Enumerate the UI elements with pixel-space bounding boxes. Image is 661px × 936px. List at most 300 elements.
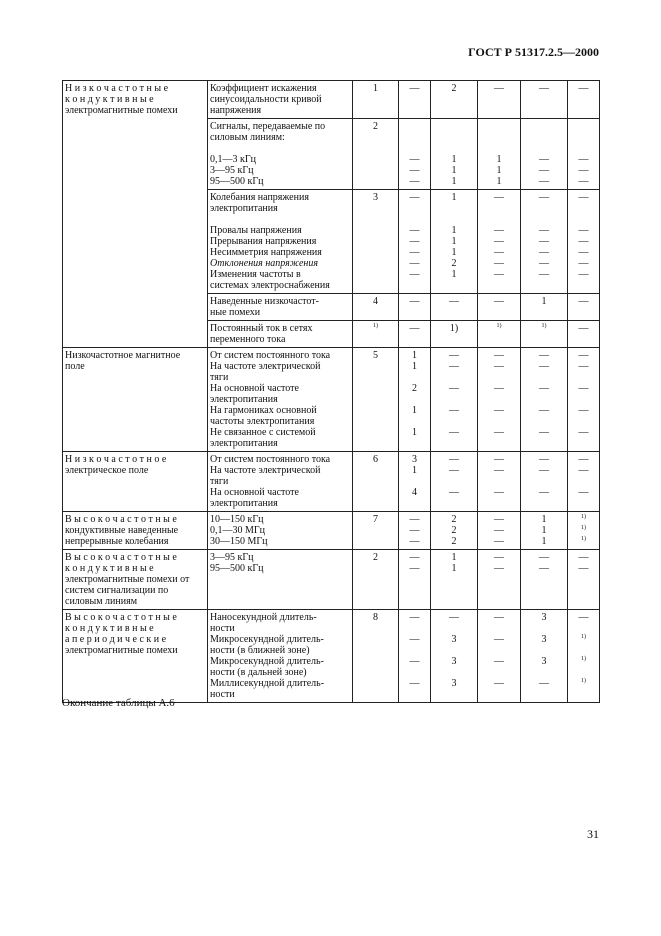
cell-value: — xyxy=(539,192,549,203)
characteristic-line: 95—500 кГц xyxy=(210,563,264,574)
footnote-ref: 1) xyxy=(581,514,586,520)
cell-value: — xyxy=(578,176,589,187)
cell-value: — xyxy=(494,225,504,236)
cell-value: — xyxy=(494,405,504,416)
cell-value xyxy=(355,143,396,154)
cell-value: — xyxy=(539,383,549,394)
cell-value: — xyxy=(494,678,504,689)
class-value-cell xyxy=(431,81,478,119)
cell-value: — xyxy=(449,427,459,438)
characteristic-line: Коэффициент искажения xyxy=(210,83,317,94)
cell-value: — xyxy=(578,612,589,623)
cell-value xyxy=(433,689,475,700)
table-number-cell xyxy=(353,119,399,190)
characteristic-line: Наносекундной длитель- xyxy=(210,612,317,623)
cell-value xyxy=(570,438,597,449)
cell-value: 1 xyxy=(496,165,502,176)
characteristic-line: На частоте электрической xyxy=(210,361,321,372)
cell-value: — xyxy=(539,563,549,574)
class-value-cell xyxy=(431,610,478,703)
cell-value: — xyxy=(539,225,549,236)
cell-value: 3 xyxy=(373,192,378,203)
characteristic-line: синусоидальности кривой xyxy=(210,94,322,105)
cell-value: 1 xyxy=(451,165,457,176)
characteristic-line: Отклонения напряжения xyxy=(210,258,319,269)
cell-value: — xyxy=(578,247,589,258)
cell-value xyxy=(480,476,518,487)
footnote-ref: 1) xyxy=(581,525,586,531)
cell-value xyxy=(401,280,428,291)
table-row xyxy=(63,452,600,512)
cell-value: — xyxy=(449,350,459,361)
cell-value: — xyxy=(578,383,589,394)
cell-value xyxy=(355,383,396,394)
phenomenon-line: Низкочастотное магнитное xyxy=(65,350,181,361)
footnote-ref: 1) xyxy=(496,323,502,329)
cell-value: — xyxy=(494,552,504,563)
characteristic-line: 95—500 кГц xyxy=(210,176,264,187)
class-value-cell xyxy=(478,81,521,119)
class-value-cell xyxy=(431,452,478,512)
class-value-cell xyxy=(568,512,600,550)
cell-value: — xyxy=(409,514,420,525)
cell-value xyxy=(433,143,475,154)
characteristic-line: Миллисекундной длитель- xyxy=(210,678,325,689)
cell-value: — xyxy=(409,247,420,258)
cell-value: — xyxy=(578,563,589,574)
cell-value: 1 xyxy=(541,514,547,525)
cell-value xyxy=(570,121,597,132)
cell-value: 1 xyxy=(412,405,417,416)
cell-value: 1 xyxy=(541,536,547,547)
cell-value xyxy=(355,563,396,574)
cell-value xyxy=(480,438,518,449)
cell-value: — xyxy=(494,525,504,536)
cell-value: — xyxy=(449,405,459,416)
characteristic-line: Не связанное с системой xyxy=(210,427,316,438)
cell-value xyxy=(401,667,428,678)
cell-value: — xyxy=(539,465,549,476)
class-value-cell xyxy=(431,512,478,550)
cell-value: — xyxy=(494,258,504,269)
cell-value xyxy=(570,667,597,678)
cell-value xyxy=(355,214,396,225)
cell-value xyxy=(401,476,428,487)
cell-value xyxy=(355,536,396,547)
class-value-cell xyxy=(568,452,600,512)
phenomenon-line: В ы с о к о ч а с т о т н ы е xyxy=(65,514,177,525)
cell-value xyxy=(355,372,396,383)
cell-value: 3 xyxy=(451,678,457,689)
cell-value: — xyxy=(409,634,420,645)
cell-value xyxy=(523,372,565,383)
cell-value: 2 xyxy=(373,552,378,563)
characteristic-cell xyxy=(208,348,353,452)
characteristic-line: электропитания xyxy=(210,438,278,449)
cell-value xyxy=(355,525,396,536)
cell-value: 2 xyxy=(373,121,378,132)
characteristic-cell xyxy=(208,610,353,703)
cell-value: — xyxy=(578,296,589,307)
phenomenon-line: а п е р и о д и ч е с к и е xyxy=(65,634,167,645)
characteristic-cell xyxy=(208,512,353,550)
cell-value xyxy=(433,623,475,634)
cell-value: — xyxy=(409,192,420,203)
cell-value: — xyxy=(449,296,459,307)
table-number-cell xyxy=(353,81,399,119)
characteristic-line: Сигналы, передаваемые по xyxy=(210,121,326,132)
characteristic-line: электропитания xyxy=(210,203,278,214)
cell-value: — xyxy=(409,678,420,689)
cell-value: — xyxy=(409,525,420,536)
footnote-ref: 1) xyxy=(541,323,547,329)
cell-value xyxy=(401,121,428,132)
cell-value xyxy=(355,203,396,214)
cell-value: — xyxy=(578,427,589,438)
cell-value: 2 xyxy=(451,536,457,547)
phenomenon-line: Н и з к о ч а с т о т н ы е xyxy=(65,83,169,94)
cell-value xyxy=(570,203,597,214)
cell-value xyxy=(401,132,428,143)
class-value-cell xyxy=(478,550,521,610)
phenomenon-line: к о н д у к т и в н ы е xyxy=(65,94,154,105)
cell-value: 3 xyxy=(541,656,547,667)
cell-value xyxy=(523,645,565,656)
class-value-cell xyxy=(431,190,478,294)
footnote-ref: 1) xyxy=(449,323,459,334)
cell-value: — xyxy=(409,296,420,307)
cell-value: — xyxy=(578,487,589,498)
characteristic-line: Прерывания напряжения xyxy=(210,236,317,247)
cell-value: — xyxy=(578,405,589,416)
characteristic-line: От систем постоянного тока xyxy=(210,350,331,361)
characteristic-line: На основной частоте xyxy=(210,383,299,394)
class-value-cell xyxy=(521,190,568,294)
cell-value xyxy=(401,214,428,225)
cell-value xyxy=(480,645,518,656)
page-number: 31 xyxy=(587,827,599,841)
cell-value: 2 xyxy=(451,514,457,525)
cell-value xyxy=(523,394,565,405)
cell-value xyxy=(480,623,518,634)
characteristic-line: тяги xyxy=(210,372,229,383)
class-value-cell xyxy=(478,348,521,452)
characteristic-line: Наведенные низкочастот- xyxy=(210,296,319,307)
cell-value xyxy=(570,689,597,700)
characteristic-line: переменного тока xyxy=(210,334,286,345)
cell-value xyxy=(480,121,518,132)
cell-value: — xyxy=(539,487,549,498)
table-row xyxy=(63,512,600,550)
cell-value xyxy=(570,132,597,143)
phenomenon-line: электромагнитные помехи xyxy=(65,645,178,656)
class-value-cell xyxy=(568,321,600,348)
characteristic-cell xyxy=(208,550,353,610)
cell-value xyxy=(523,132,565,143)
cell-value xyxy=(433,372,475,383)
cell-value: — xyxy=(539,361,549,372)
cell-value: — xyxy=(578,350,589,361)
cell-value xyxy=(355,361,396,372)
cell-value xyxy=(355,465,396,476)
cell-value: — xyxy=(494,247,504,258)
class-value-cell xyxy=(521,81,568,119)
characteristic-line: От систем постоянного тока xyxy=(210,454,331,465)
cell-value: — xyxy=(409,269,420,280)
cell-value xyxy=(523,498,565,509)
cell-value xyxy=(570,214,597,225)
cell-value xyxy=(570,372,597,383)
cell-value: — xyxy=(494,383,504,394)
class-value-cell xyxy=(478,452,521,512)
cell-value: — xyxy=(578,258,589,269)
cell-value: — xyxy=(449,454,459,465)
characteristic-line: ности xyxy=(210,623,235,634)
cell-value: — xyxy=(409,258,420,269)
phenomenon-line: силовым линиям xyxy=(65,596,138,607)
cell-value: — xyxy=(409,563,420,574)
cell-value: — xyxy=(409,176,420,187)
table-row xyxy=(63,81,600,119)
cell-value: — xyxy=(494,454,504,465)
cell-value xyxy=(433,132,475,143)
class-value-cell xyxy=(568,81,600,119)
phenomenon-line: к о н д у к т и в н ы е xyxy=(65,623,154,634)
cell-value: — xyxy=(494,514,504,525)
cell-value xyxy=(355,225,396,236)
class-value-cell xyxy=(521,119,568,190)
footnote-ref: 1) xyxy=(581,678,586,684)
cell-value: — xyxy=(539,552,549,563)
cell-value: — xyxy=(539,454,549,465)
cell-value xyxy=(355,394,396,405)
cell-value: — xyxy=(578,225,589,236)
table-number-cell xyxy=(353,294,399,321)
table-caption-end: Окончание таблицы А.6 xyxy=(62,697,175,709)
cell-value xyxy=(401,372,428,383)
class-value-cell xyxy=(431,119,478,190)
cell-value: 1 xyxy=(451,154,457,165)
class-value-cell xyxy=(478,119,521,190)
cell-value xyxy=(355,645,396,656)
cell-value: — xyxy=(409,656,420,667)
cell-value xyxy=(433,645,475,656)
table-number-cell xyxy=(353,321,399,348)
cell-value xyxy=(401,143,428,154)
table-number-cell xyxy=(353,512,399,550)
cell-value: — xyxy=(578,552,589,563)
cell-value: — xyxy=(578,83,589,94)
table-row xyxy=(63,550,600,610)
cell-value xyxy=(480,394,518,405)
cell-value xyxy=(355,438,396,449)
cell-value xyxy=(401,203,428,214)
cell-value xyxy=(523,416,565,427)
phenomenon-line: электромагнитные помехи от xyxy=(65,574,190,585)
cell-value: — xyxy=(539,176,549,187)
class-value-cell xyxy=(399,550,431,610)
characteristic-line: напряжения xyxy=(210,105,262,116)
characteristic-cell xyxy=(208,294,353,321)
cell-value xyxy=(570,645,597,656)
cell-value: 3 xyxy=(451,656,457,667)
cell-value: — xyxy=(539,165,549,176)
cell-value: — xyxy=(539,350,549,361)
cell-value xyxy=(570,416,597,427)
cell-value: — xyxy=(409,536,420,547)
characteristic-line: На частоте электрической xyxy=(210,465,321,476)
table-number-cell xyxy=(353,610,399,703)
cell-value: — xyxy=(539,258,549,269)
class-value-cell xyxy=(399,348,431,452)
class-value-cell xyxy=(478,610,521,703)
cell-value: — xyxy=(494,634,504,645)
class-value-cell xyxy=(478,294,521,321)
class-value-cell xyxy=(399,119,431,190)
cell-value xyxy=(355,498,396,509)
cell-value: — xyxy=(578,165,589,176)
cell-value xyxy=(523,438,565,449)
class-value-cell xyxy=(568,610,600,703)
cell-value: 3 xyxy=(451,634,457,645)
cell-value xyxy=(523,667,565,678)
class-value-cell xyxy=(399,452,431,512)
class-value-cell xyxy=(521,294,568,321)
class-value-cell xyxy=(431,348,478,452)
cell-value: — xyxy=(578,361,589,372)
cell-value xyxy=(433,280,475,291)
class-value-cell xyxy=(568,294,600,321)
cell-value: 2 xyxy=(412,383,417,394)
cell-value xyxy=(433,203,475,214)
characteristic-line: 30—150 МГц xyxy=(210,536,268,547)
cell-value xyxy=(480,143,518,154)
cell-value: — xyxy=(578,323,589,334)
cell-value: 1 xyxy=(541,296,547,307)
table-number-cell xyxy=(353,550,399,610)
table-number-cell xyxy=(353,190,399,294)
table-number-cell xyxy=(353,348,399,452)
cell-value: 1 xyxy=(496,176,502,187)
cell-value xyxy=(355,667,396,678)
cell-value: — xyxy=(494,350,504,361)
cell-value: — xyxy=(494,427,504,438)
cell-value: — xyxy=(539,678,549,689)
characteristic-line: ности (в дальней зоне) xyxy=(210,667,307,678)
cell-value xyxy=(401,438,428,449)
class-value-cell xyxy=(399,81,431,119)
cell-value: — xyxy=(494,269,504,280)
class-value-cell xyxy=(478,321,521,348)
characteristic-line: Провалы напряжения xyxy=(210,225,302,236)
cell-value xyxy=(355,258,396,269)
phenomenon-cell xyxy=(63,348,208,452)
cell-value: — xyxy=(449,612,459,623)
cell-value xyxy=(355,247,396,258)
cell-value: 4 xyxy=(373,296,378,307)
cell-value xyxy=(401,498,428,509)
phenomenon-line: В ы с о к о ч а с т о т н ы е xyxy=(65,612,177,623)
cell-value: — xyxy=(494,612,504,623)
cell-value: — xyxy=(449,361,459,372)
cell-value xyxy=(355,689,396,700)
cell-value: — xyxy=(409,165,420,176)
class-value-cell xyxy=(399,610,431,703)
cell-value: — xyxy=(578,236,589,247)
cell-value: 1 xyxy=(451,269,457,280)
class-value-cell xyxy=(568,119,600,190)
cell-value: — xyxy=(494,361,504,372)
cell-value: 1 xyxy=(451,236,457,247)
cell-value: — xyxy=(494,536,504,547)
cell-value xyxy=(480,280,518,291)
cell-value xyxy=(570,394,597,405)
cell-value: — xyxy=(578,154,589,165)
cell-value xyxy=(570,143,597,154)
phenomenon-cell xyxy=(63,550,208,610)
characteristic-line: частоты электропитания xyxy=(210,416,315,427)
cell-value xyxy=(355,165,396,176)
characteristic-line: Несимметрия напряжения xyxy=(210,247,322,258)
cell-value: 2 xyxy=(451,525,457,536)
class-value-cell xyxy=(478,512,521,550)
cell-value xyxy=(355,154,396,165)
characteristic-line: Постоянный ток в сетях xyxy=(210,323,313,334)
cell-value xyxy=(355,427,396,438)
cell-value: 3 xyxy=(541,634,547,645)
class-value-cell xyxy=(568,550,600,610)
characteristic-line: электропитания xyxy=(210,394,278,405)
phenomenon-cell xyxy=(63,512,208,550)
cell-value: 2 xyxy=(451,83,457,94)
cell-value xyxy=(401,394,428,405)
cell-value xyxy=(401,623,428,634)
cell-value xyxy=(355,634,396,645)
characteristic-line: На основной частоте xyxy=(210,487,299,498)
characteristic-line: системах электроснабжения xyxy=(210,280,330,291)
table-row xyxy=(63,348,600,452)
cell-value xyxy=(570,476,597,487)
characteristic-line: 10—150 кГц xyxy=(210,514,264,525)
cell-value xyxy=(355,280,396,291)
cell-value xyxy=(523,476,565,487)
cell-value: 4 xyxy=(412,487,417,498)
cell-value xyxy=(355,623,396,634)
cell-value: — xyxy=(539,83,549,94)
cell-value xyxy=(433,438,475,449)
class-value-cell xyxy=(478,190,521,294)
cell-value xyxy=(401,645,428,656)
phenomenon-line: электромагнитные помехи xyxy=(65,105,178,116)
cell-value xyxy=(523,203,565,214)
cell-value xyxy=(355,678,396,689)
phenomenon-cell xyxy=(63,452,208,512)
cell-value xyxy=(523,280,565,291)
cell-value xyxy=(401,416,428,427)
class-value-cell xyxy=(521,550,568,610)
characteristic-cell xyxy=(208,119,353,190)
cell-value xyxy=(433,121,475,132)
cell-value: — xyxy=(494,192,504,203)
cell-value: 1 xyxy=(451,192,457,203)
cell-value: — xyxy=(494,656,504,667)
cell-value: — xyxy=(578,465,589,476)
cell-value xyxy=(523,143,565,154)
cell-value xyxy=(480,203,518,214)
cell-value xyxy=(570,623,597,634)
cell-value: 3 xyxy=(412,454,417,465)
cell-value xyxy=(480,667,518,678)
